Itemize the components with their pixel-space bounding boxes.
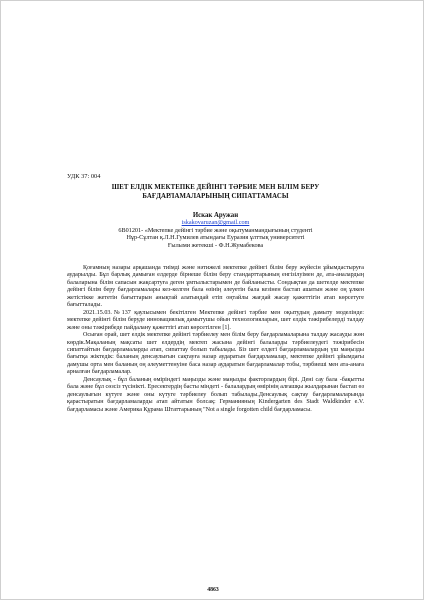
author-block bbox=[67, 212, 364, 249]
title-line-2: БАҒДАРЛАМАЛАРЫНЫҢ СИПАТТАМАСЫ bbox=[142, 192, 289, 200]
page-number: 4863 bbox=[207, 587, 219, 593]
paragraph-4: Денсаулық - бұл баланың өміріндегі маңызды және маңызды факторлардың бірі. Дені сау бала -бақытты бала және бұл сөзсіз түсінікті. Ересектердің басты міндеті - балалардың өмірінің алғашқы жылдарынан бастап өз денсаулығын күтуге және оны күтуге тәрбиелеу болып табылады.Денсаулық сақтау бағдарламаларында қарастыратын бағдарламаларды атап айтатын болсақ: Германияның Kindergarten des Stadt Waldkinder e.V. бағдарламасы және Америка Құрама Штаттарының "Not a single forgotten child бағдарламасы. bbox=[67, 376, 364, 413]
supervisor-line: Ғылыми жетекші - Ф.Н.Жумабекова bbox=[167, 241, 264, 249]
author-affiliation-2: Нұр-Сұлтан қ.Л.Н.Гумилев атындағы Еуразия ұлттық университеті bbox=[126, 234, 305, 242]
paragraph-1: Қоғамның назары арқашанда тиімді және нәтижелі мектепке дейінгі білім беру жүйесін ұйымдастыруға аударылды. Бұл барлық дамыған елдерде бірнеше білім беру стандарттарының енгізілуімен де, ата-аналардың балаларына білім сапасын жақсартуға деген ұмтылыстарымен де байланысты. Сондықтан да шетелде мектепке дейінгі білім беру бағдарламалары кез-келген бала өзінің әлеуетін бала кезінен бастап ашатын және оң ұлкен жетістікке жететін бағыттарын анықтай алатындай етіп оңтайлы жағдай жасау қажеттігін атап көрсетуге бағытталады. bbox=[67, 265, 364, 309]
paragraph-2: 2021.15.03.№137 қаулысымен бекітілген Мектепке дейінгі тәрбие мен оқытудың дамыту моделінде: мектепке дейінгі білім беруде инновациялық дамытушы ойын технологияларын, шет елдік тәжірибелерді талдау және оны тәжірибеде пайдалану қажеттігі атап көрсетілген [1]. bbox=[67, 309, 364, 331]
paper-title bbox=[67, 184, 364, 201]
body-text bbox=[67, 265, 364, 414]
author-email-link[interactable]: iskakovaruzan@gmail.com bbox=[181, 219, 250, 227]
author-affiliation-1: 6В01201- «Мектепке дейінгі тәрбие және оқытуманмандығының студенті bbox=[118, 226, 313, 234]
udk-code: УДК 37: 004 bbox=[67, 173, 101, 180]
author-name: Искак Аружан bbox=[192, 212, 239, 219]
title-line-1: ШЕТ ЕЛДІК МЕКТЕПКЕ ДЕЙІНГІ ТӘРБИЕ МЕН БІЛІМ БЕРУ bbox=[111, 184, 320, 191]
paragraph-3: Осыған орай, шет елдік мектепке дейінгі тәрбиелеу мен білім беру бағдарламаларына талдау жасауды жөн көрдік.Мақаланың мақсаты шет елдердің мектеп жасына дейінгі балаларды тәрбиелеудегі тәжірибесін сипаттайтын бағдарламаларды атап, сипаттау болып табылады. Біз шет елдегі бағдарламалардың үш маңызды бағытқа жіктедік: баланың денсаулығын сақтауға назар аударатын бағдарламалар, мектепке дейінгі ұйымдағы дамушы орта мен баланың оң әлеуметтенуіне баса назар аударатын бағдарламалар тобы, тәрбиеші мен ата-анаға арналған бағдарламалар. bbox=[67, 332, 364, 376]
